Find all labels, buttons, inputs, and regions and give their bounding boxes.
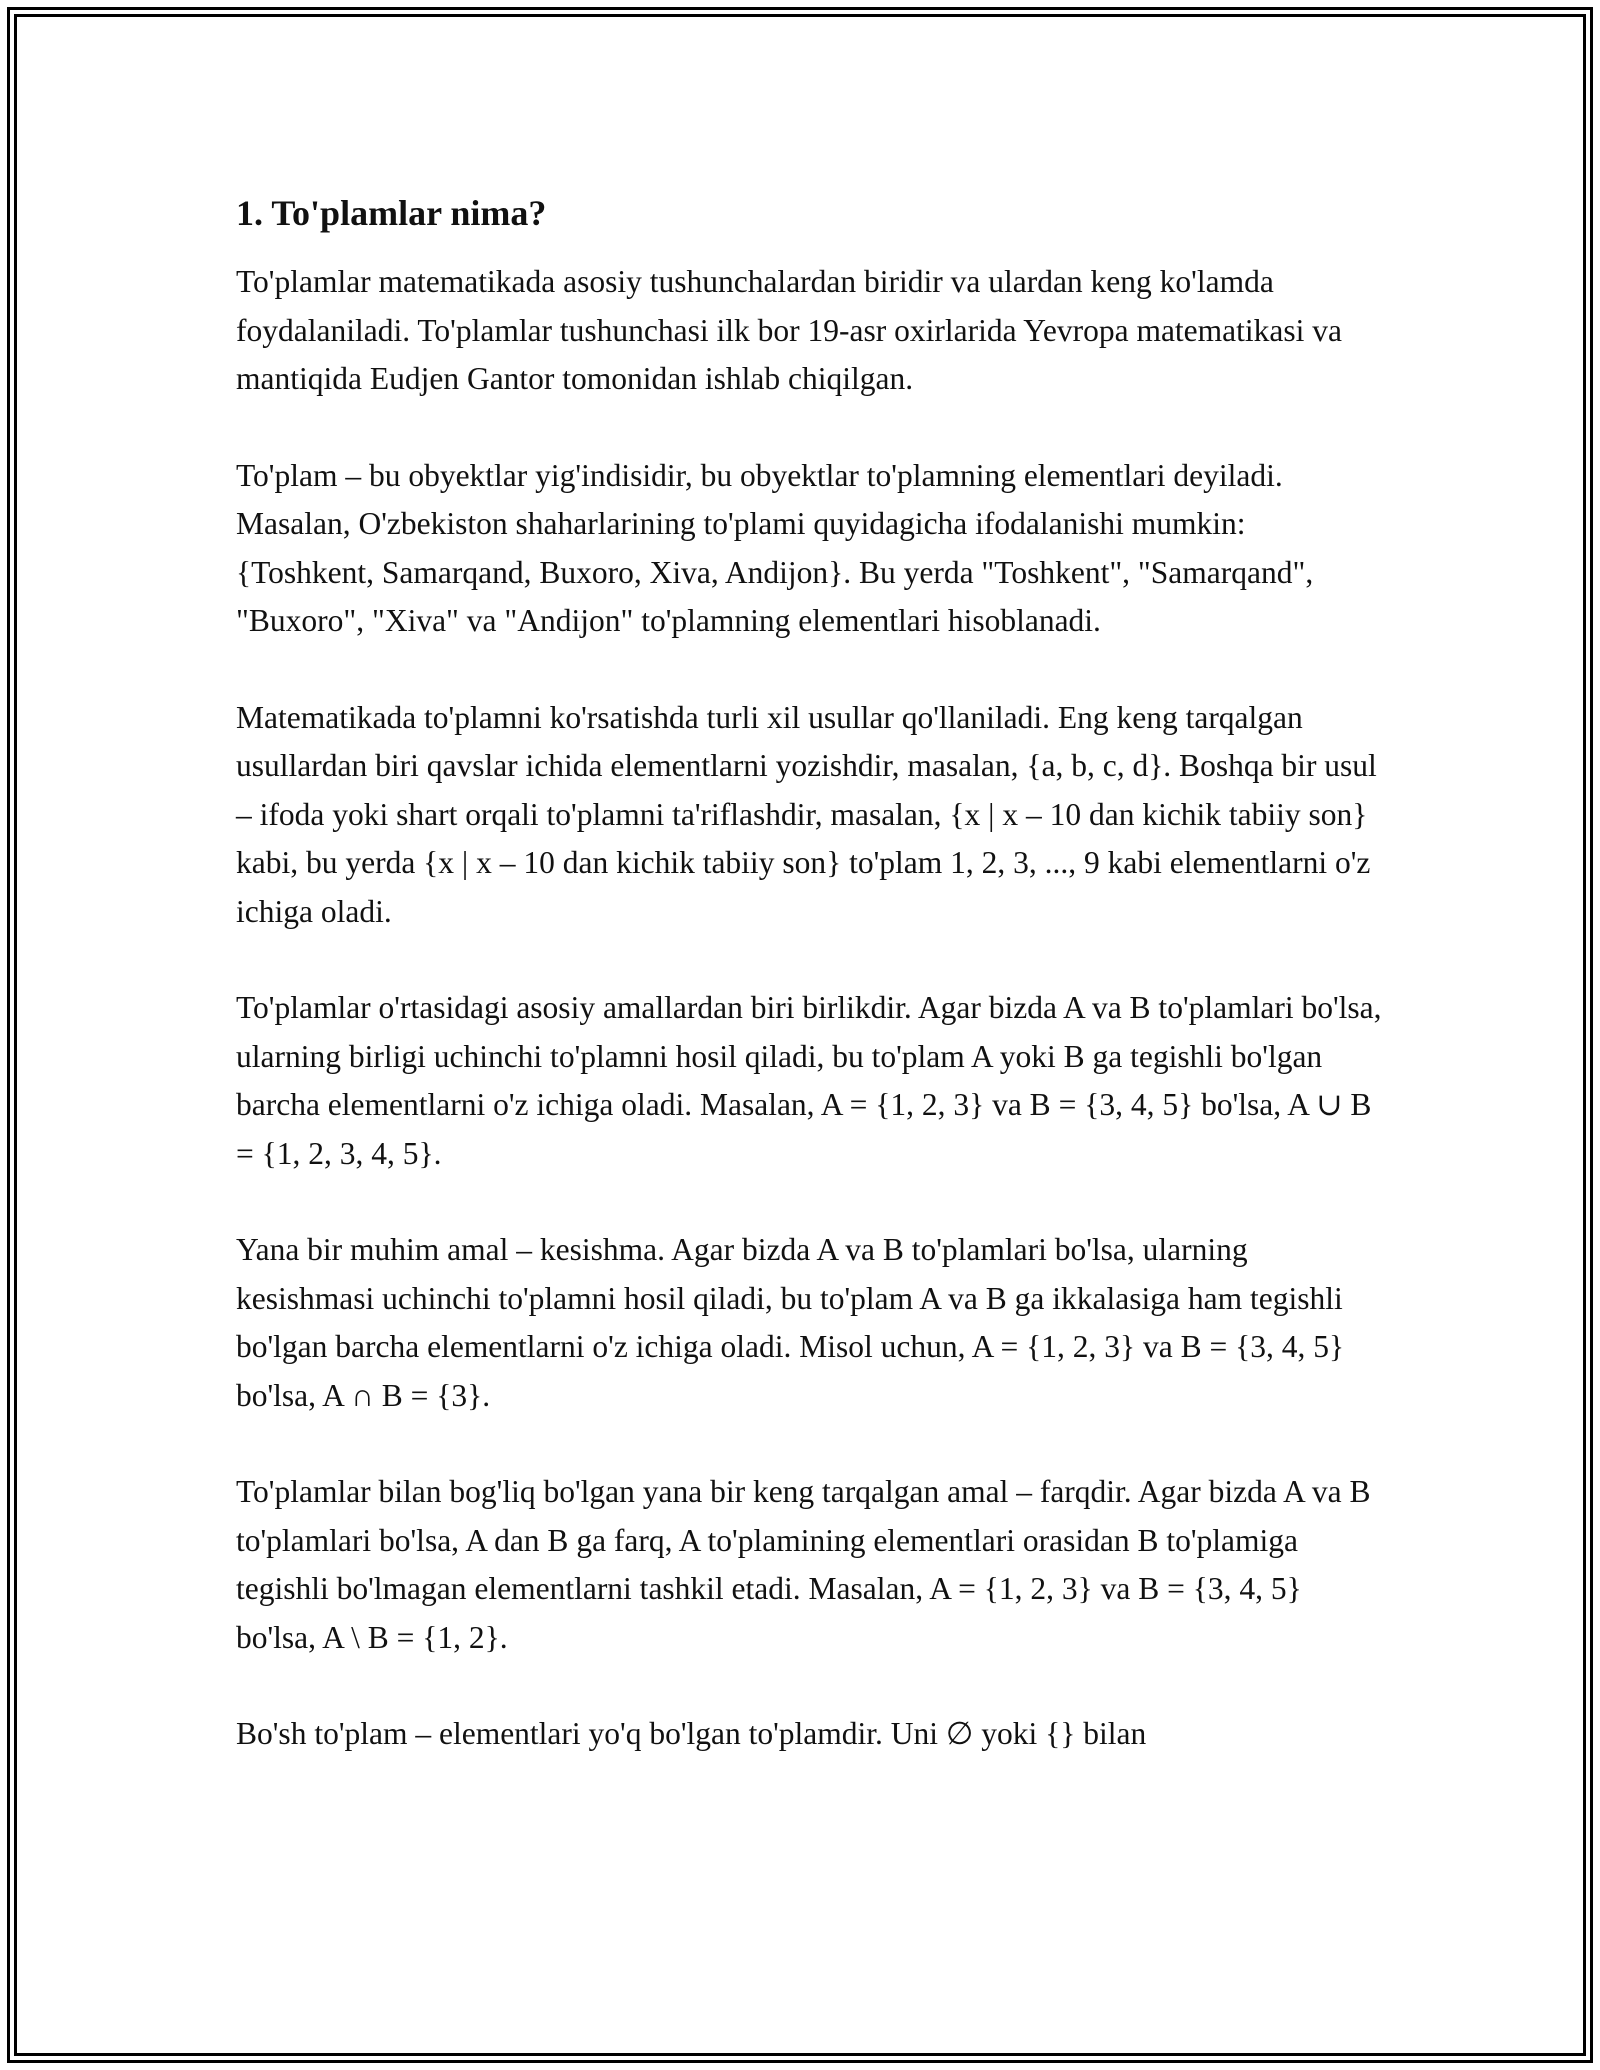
paragraph-notation: Matematikada to'plamni ko'rsatishda turli xil usullar qo'llaniladi. Eng keng tarqalgan usullardan biri qavslar ichida elementlarni yozishdir, masalan, {a, b, c, d}. Boshqa bir usul – ifoda yoki shart orqali to'plamni ta'riflashdir, masalan, {x | x – 10 dan kichik tabiiy son} kabi, bu yerda {x | x – 10 dan kichik tabiiy son} to'plam 1, 2, 3, ..., 9 kabi elementlarni o'z ichiga oladi. xyxy=(236,699,1377,929)
document-body xyxy=(236,190,1386,1807)
paragraph-difference: To'plamlar bilan bog'liq bo'lgan yana bir keng tarqalgan amal – farqdir. Agar bizda A va B to'plamlari bo'lsa, A dan B ga farq, A to'plamining elementlari orasidan B to'plamiga tegishli bo'lmagan elementlarni tashkil etadi. Masalan, A = {1, 2, 3} va B = {3, 4, 5} bo'lsa, A \ B = {1, 2}. xyxy=(236,1474,1371,1655)
paragraph-definition: To'plam – bu obyektlar yig'indisidir, bu obyektlar to'plamning elementlari deyiladi. Masalan, O'zbekiston shaharlarining to'plami quyidagicha ifodalanishi mumkin: {Toshkent, Samarqand, Buxoro, Xiva, Andijon}. Bu yerda "Toshkent", "Samarqand", "Buxoro", "Xiva" va "Andijon" to'plamning elementlari hisoblanadi. xyxy=(236,457,1314,638)
paragraph-intro: To'plamlar matematikada asosiy tushunchalardan biridir va ulardan keng ko'lamda foydalaniladi. To'plamlar tushunchasi ilk bor 19-asr oxirlarida Yevropa matematikasi va mantiqida Eudjen Gantor tomonidan ishlab chiqilgan. xyxy=(236,264,1342,396)
paragraph-intersection: Yana bir muhim amal – kesishma. Agar bizda A va B to'plamlari bo'lsa, ularning kesishmasi uchinchi to'plamni hosil qiladi, bu to'plam A va B ga ikkalasiga ham tegishli bo'lgan barcha elementlarni o'z ichiga oladi. Misol uchun, A = {1, 2, 3} va B = {3, 4, 5} bo'lsa, A ∩ B = {3}. xyxy=(236,1232,1345,1413)
paragraph-union: To'plamlar o'rtasidagi asosiy amallardan biri birlikdir. Agar bizda A va B to'plamlari bo'lsa, ularning birligi uchinchi to'plamni hosil qiladi, bu to'plam A yoki B ga tegishli bo'lgan barcha elementlarni o'z ichiga oladi. Masalan, A = {1, 2, 3} va B = {3, 4, 5} bo'lsa, A ∪ B = {1, 2, 3, 4, 5}. xyxy=(236,990,1382,1171)
section-heading: 1. To'plamlar nima? xyxy=(236,193,547,233)
paragraph-empty-set: Bo'sh to'plam – elementlari yo'q bo'lgan to'plamdir. Uni ∅ yoki {} bilan xyxy=(236,1716,1147,1751)
